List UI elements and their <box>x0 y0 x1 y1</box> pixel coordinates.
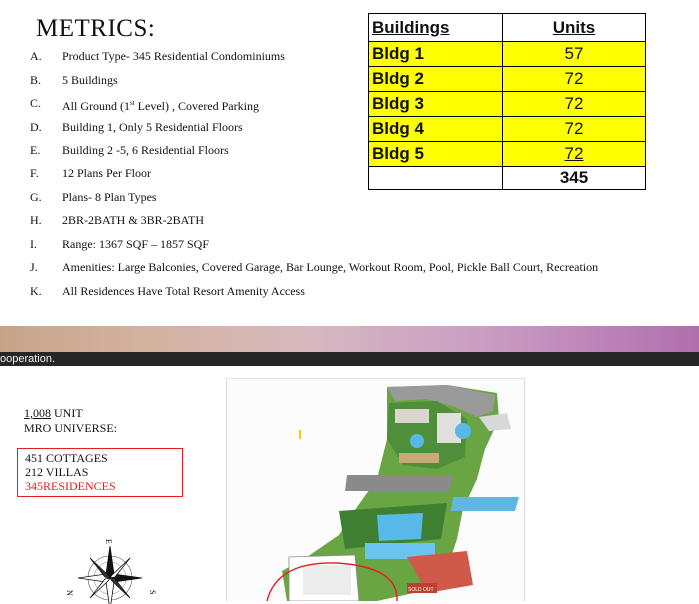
sold-out-label: SOLD OUT <box>408 587 434 593</box>
building-name: Bldg 2 <box>369 67 503 92</box>
metric-item <box>30 236 680 252</box>
building-name: Bldg 4 <box>369 117 503 142</box>
metric-letter: G. <box>30 190 42 204</box>
building-name: Bldg 1 <box>369 42 503 67</box>
compass-letter-e: E <box>104 539 113 544</box>
metric-letter: K. <box>30 284 42 298</box>
metric-letter: C. <box>30 96 42 110</box>
metric-letter: D. <box>30 120 42 134</box>
site-plan-image <box>227 379 524 601</box>
unit-count-label: UNIT <box>51 406 83 420</box>
site-plan-map <box>226 378 525 601</box>
building-units: 72 <box>503 117 646 142</box>
compass-letter-s: S <box>148 590 157 595</box>
metric-text: All Ground (1st Level) , Covered Parking <box>62 99 259 113</box>
metric-letter: H. <box>30 213 42 227</box>
buildings-header: Buildings <box>369 14 503 42</box>
universe-label: MRO UNIVERSE: <box>24 421 118 435</box>
slide-divider-bar <box>0 352 699 366</box>
building-units: 72 <box>503 67 646 92</box>
compass-letter-n: N <box>65 590 74 596</box>
table-row <box>369 92 646 117</box>
building-units: 72 <box>503 92 646 117</box>
building-name: Bldg 3 <box>369 92 503 117</box>
total-units: 345 <box>503 167 646 190</box>
metric-text: 5 Buildings <box>62 73 118 87</box>
map-highlight-marker <box>299 430 301 439</box>
metric-letter: A. <box>30 49 42 63</box>
divider-caption: ooperation. <box>0 353 56 365</box>
cottages-count: 451 COTTAGES <box>25 451 108 465</box>
table-row <box>369 42 646 67</box>
total-label-cell <box>369 167 503 190</box>
metric-text: 12 Plans Per Floor <box>62 166 152 180</box>
metric-item <box>30 189 680 205</box>
metric-text: Range: 1367 SQF – 1857 SQF <box>62 237 210 251</box>
table-row <box>369 117 646 142</box>
metric-text: Plans- 8 Plan Types <box>62 190 157 204</box>
metric-letter: B. <box>30 73 42 87</box>
slide-divider-gradient <box>0 326 699 352</box>
metric-letter: E. <box>30 143 41 157</box>
table-row <box>369 67 646 92</box>
metric-letter: J. <box>30 260 38 274</box>
metrics-title: METRICS: <box>36 15 156 42</box>
metric-text: All Residences Have Total Resort Amenity Access <box>62 284 305 298</box>
unit-count <box>24 406 83 420</box>
metric-text: 2BR-2BATH & 3BR-2BATH <box>62 213 205 227</box>
total-row <box>369 167 646 190</box>
building-units: 72 <box>503 142 646 167</box>
metric-letter: I. <box>30 237 37 251</box>
units-header: Units <box>503 14 646 42</box>
building-units: 57 <box>503 42 646 67</box>
metric-item <box>30 259 680 275</box>
site-plan-page <box>0 366 699 600</box>
villas-count: 212 VILLAS <box>25 465 89 479</box>
building-name: Bldg 5 <box>369 142 503 167</box>
unit-count-number: 1,008 <box>24 406 51 420</box>
table-row <box>369 142 646 167</box>
metric-item <box>30 212 680 228</box>
metric-item <box>30 283 680 299</box>
unit-breakdown-box <box>17 448 183 497</box>
compass-rose-icon <box>64 534 164 604</box>
units-table <box>368 13 646 190</box>
metric-text: Product Type- 345 Residential Condominiums <box>62 49 285 63</box>
metric-text: Building 1, Only 5 Residential Floors <box>62 120 243 134</box>
metric-text: Building 2 -5, 6 Residential Floors <box>62 143 229 157</box>
units-table-header <box>369 14 646 42</box>
metric-letter: F. <box>30 166 39 180</box>
residences-count: 345RESIDENCES <box>25 479 116 493</box>
metric-text: Amenities: Large Balconies, Covered Garage, Bar Lounge, Workout Room, Pool, Pickle Ball Court, Recreation <box>62 260 599 274</box>
